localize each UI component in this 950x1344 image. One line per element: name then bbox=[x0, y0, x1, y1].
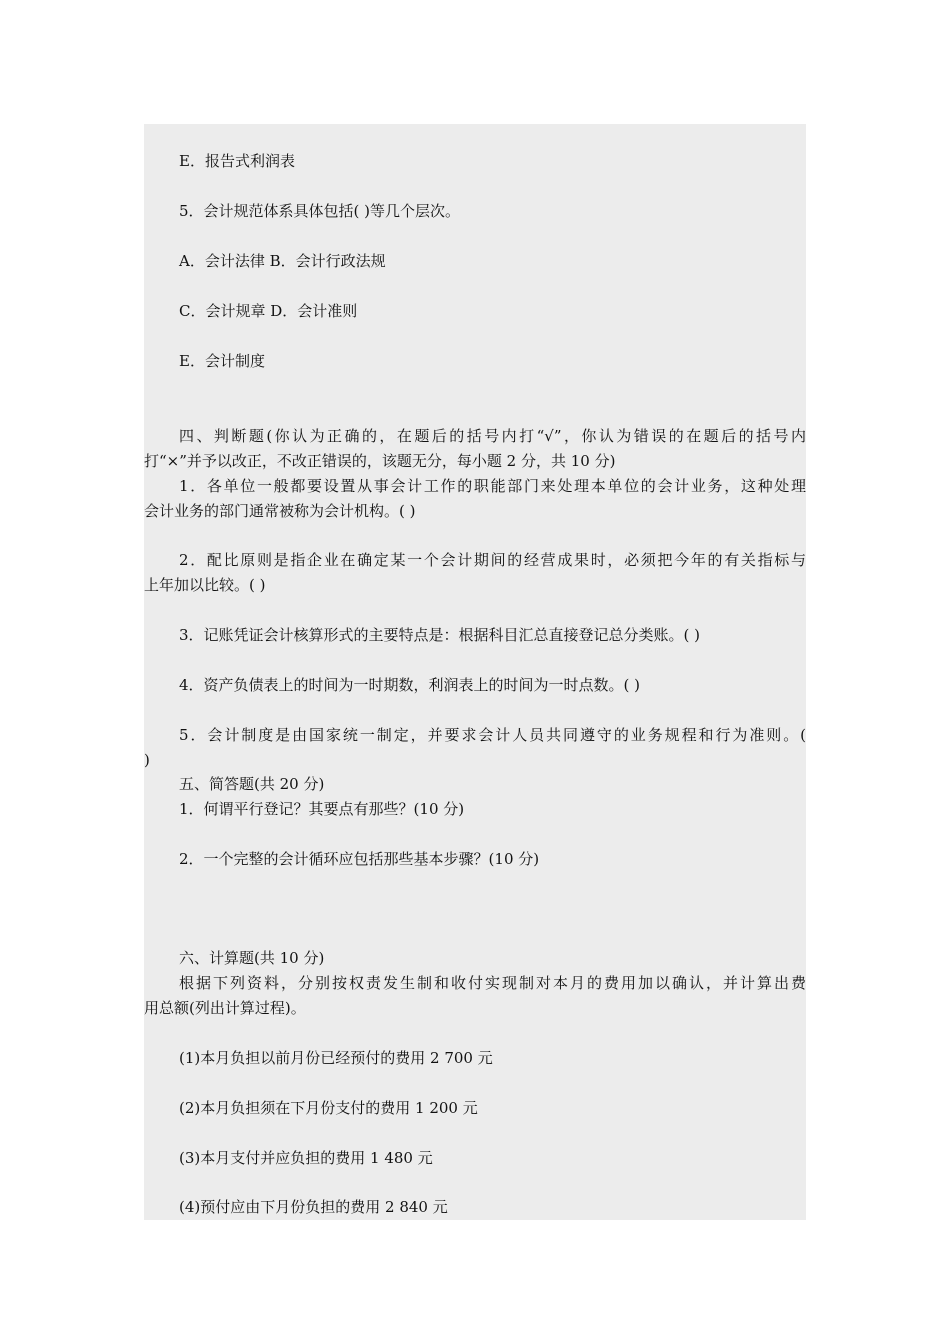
s4-q3: 3．记账凭证会计核算形式的主要特点是：根据科目汇总直接登记总分类账。( ) bbox=[179, 626, 701, 644]
q5-option-e: E．会计制度 bbox=[179, 352, 265, 370]
s6-item2: (2)本月负担须在下月份支付的费用 1 200 元 bbox=[179, 1099, 478, 1117]
s5-q1: 1．何谓平行登记？其要点有那些？(10 分) bbox=[179, 800, 465, 818]
s4-q2-line2: 上年加以比较。( ) bbox=[144, 576, 266, 594]
s4-q1-line1: 1．各单位一般都要设置从事会计工作的职能部门来处理本单位的会计业务，这种处理 bbox=[179, 477, 806, 495]
s4-q4: 4．资产负债表上的时间为一时期数，利润表上的时间为一时点数。( ) bbox=[179, 676, 641, 694]
s4-q2-line1: 2．配比原则是指企业在确定某一个会计期间的经营成果时，必须把今年的有关指标与 bbox=[179, 551, 806, 569]
q5-options-cd: C．会计规章 D．会计准则 bbox=[179, 302, 358, 320]
section4-heading-line1: 四、判断题(你认为正确的，在题后的括号内打“√”，你认为错误的在题后的括号内 bbox=[179, 427, 806, 445]
q4-option-e: E．报告式利润表 bbox=[179, 152, 295, 170]
section4-heading-line2: 打“×”并予以改正，不改正错误的，该题无分，每小题 2 分，共 10 分) bbox=[144, 452, 616, 470]
s4-q1-line2: 会计业务的部门通常被称为会计机构。( ) bbox=[144, 502, 416, 520]
s6-intro-line2: 用总额(列出计算过程)。 bbox=[144, 999, 306, 1017]
section5-heading: 五、简答题(共 20 分) bbox=[179, 775, 325, 793]
section6-heading: 六、计算题(共 10 分) bbox=[179, 949, 325, 967]
s5-q2: 2．一个完整的会计循环应包括那些基本步骤？(10 分) bbox=[179, 850, 540, 868]
s6-item3: (3)本月支付并应负担的费用 1 480 元 bbox=[179, 1149, 433, 1167]
q5-options-ab: A．会计法律 B．会计行政法规 bbox=[179, 252, 386, 270]
s6-item4: (4)预付应由下月份负担的费用 2 840 元 bbox=[179, 1198, 448, 1216]
s4-q5-line2: ) bbox=[144, 751, 150, 769]
s4-q5-line1: 5．会计制度是由国家统一制定，并要求会计人员共同遵守的业务规程和行为准则。( bbox=[179, 726, 806, 744]
document-page bbox=[144, 124, 806, 1220]
s6-item1: (1)本月负担以前月份已经预付的费用 2 700 元 bbox=[179, 1049, 493, 1067]
s6-intro-line1: 根据下列资料，分别按权责发生制和收付实现制对本月的费用加以确认，并计算出费 bbox=[179, 974, 806, 992]
q5-stem: 5．会计规范体系具体包括( )等几个层次。 bbox=[179, 202, 461, 220]
